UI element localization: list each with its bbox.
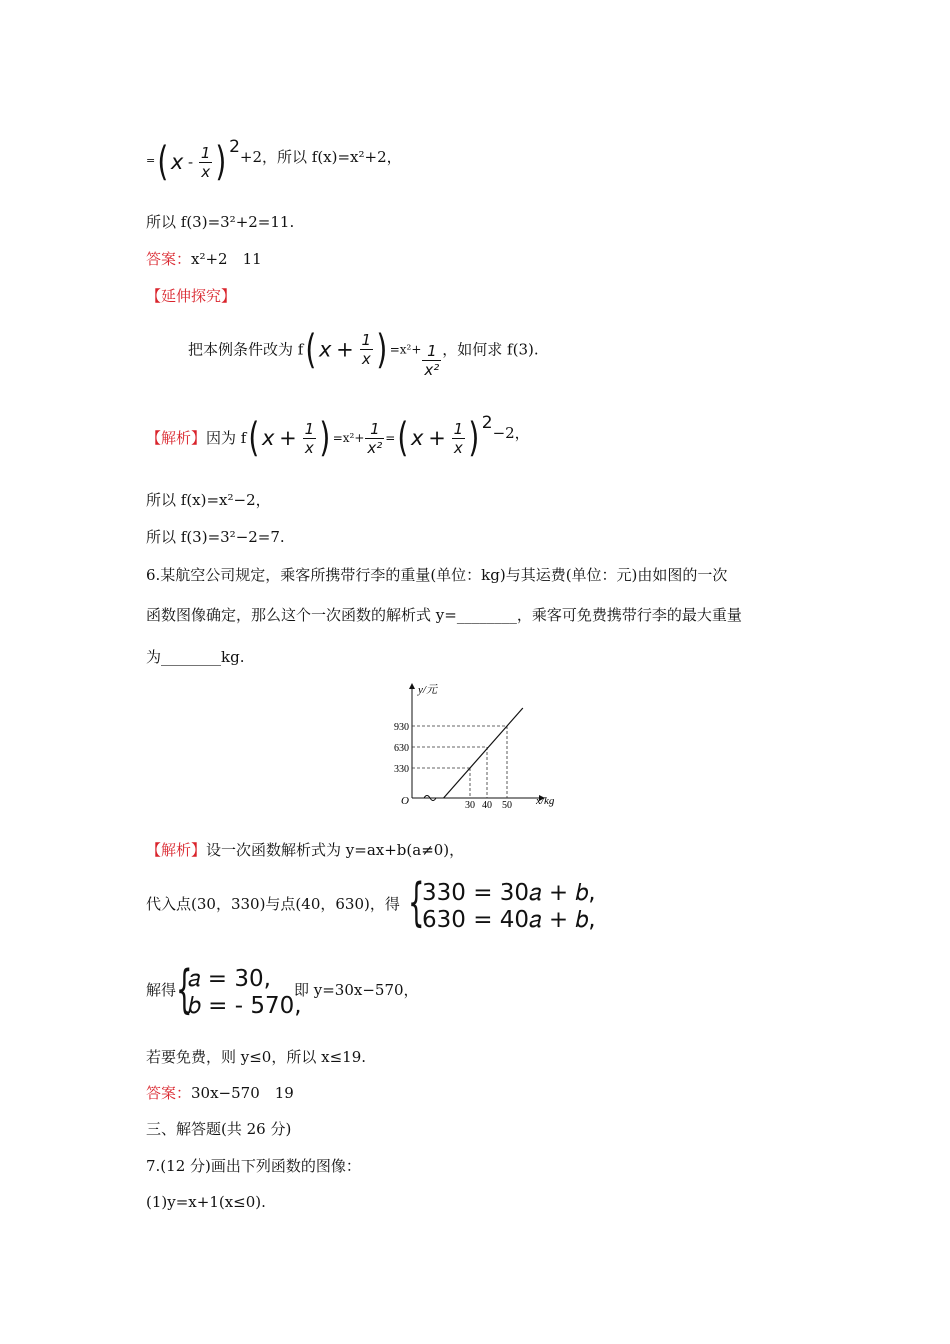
system-2 — [188, 966, 302, 1020]
x-tick-label-0: 30 — [465, 800, 475, 811]
answer-line — [146, 249, 262, 269]
right-paren: ) — [376, 326, 388, 373]
sys1-eq-b: 630 = 40𝑎 + 𝑏, — [422, 907, 596, 933]
f3-line: 所以 f(3)=3²−2=7. — [146, 528, 285, 546]
fraction — [360, 331, 374, 368]
section-heading: 三、解答题(共 26 分) — [146, 1120, 292, 1138]
frac-den: x — [201, 162, 211, 181]
analysis2-text: 设一次函数解析式为 y=ax+b(a≠0)， — [206, 841, 465, 859]
frac-num: 1 — [361, 331, 372, 349]
answer2-line — [146, 1083, 294, 1103]
analysis-line — [146, 412, 530, 463]
sys2-eq-a: 𝑎 = 30, — [188, 966, 271, 992]
minus-sign: - — [188, 153, 194, 171]
q-tail: ，如何求 f(3). — [442, 340, 539, 359]
frac-den: x — [304, 438, 314, 457]
system-1 — [422, 880, 596, 934]
fx-line: 所以 f(x)=x²−2， — [146, 491, 271, 509]
q7-part1: (1)y=x+1(x≤0). — [146, 1193, 266, 1211]
q6-line-1: 6.某航空公司规定，乘客所携带行李的重量(单位：kg)与其运费(单位：元)由如图的一次 — [146, 566, 728, 584]
analysis2-line-2: 代入点(30，330)与点(40，630)，得 — [146, 895, 400, 913]
frac3-den: x — [453, 438, 463, 457]
q-mid: =x²+ — [389, 342, 422, 357]
var-x: x — [261, 426, 275, 450]
left-paren: ( — [248, 415, 260, 461]
q7-line: 7.(12 分)画出下列函数的图像： — [146, 1157, 361, 1175]
x-tick-label-1: 40 — [482, 800, 492, 811]
result-line: 所以 f(3)=3²+2=11. — [146, 213, 295, 231]
right-paren: ) — [215, 139, 227, 185]
left-brace-icon-2: { — [176, 960, 193, 1020]
eq-sign: = — [385, 431, 396, 445]
frac-num: 1 — [304, 419, 315, 438]
solve-prefix: 解得 — [146, 981, 177, 999]
left-paren: ( — [305, 326, 317, 373]
plus-sign: + — [336, 337, 354, 362]
fraction-2 — [365, 420, 384, 457]
frac2-den: x² — [424, 361, 440, 379]
fraction — [199, 144, 213, 181]
eq-tail: +2，所以 f(x)=x²+2， — [239, 148, 402, 166]
tail-text: −2， — [492, 424, 530, 442]
series-line — [444, 708, 523, 798]
plus-sign: + — [279, 426, 297, 450]
right-paren-2: ) — [468, 415, 480, 461]
y-tick-label-0: 930 — [394, 722, 409, 733]
var-x: x — [318, 337, 332, 362]
frac3-num: 1 — [453, 419, 464, 438]
analysis2-line-1 — [146, 840, 464, 860]
analysis-text: 因为 f — [206, 429, 247, 447]
plus-sign-2: + — [428, 426, 446, 450]
fraction-3 — [452, 420, 466, 457]
left-paren: ( — [157, 139, 169, 185]
var-x-2: x — [410, 426, 424, 450]
x-tick-label-2: 50 — [502, 800, 512, 811]
right-paren: ) — [319, 415, 331, 461]
eq-prefix: = — [146, 154, 156, 167]
answer-value: x²+2 11 — [191, 250, 262, 268]
q-prefix: 把本例条件改为 f — [188, 340, 304, 359]
origin-label: O — [401, 795, 409, 807]
exponent: 2 — [229, 137, 240, 157]
left-brace-icon: { — [408, 873, 425, 933]
fraction — [303, 420, 317, 457]
frac2-den: x² — [367, 438, 383, 457]
frac-num: 1 — [200, 143, 211, 162]
mid-text: =x²+ — [332, 431, 365, 445]
x-axis-label: x/kg — [536, 795, 555, 807]
q6-line-3: 为________kg. — [146, 648, 245, 666]
q6-line-2: 函数图像确定，那么这个一次函数的解析式 y=________，乘客可免费携带行李的最大重量 — [146, 606, 742, 624]
y-tick-label-1: 630 — [394, 743, 409, 754]
exponent: 2 — [481, 413, 493, 433]
fee-chart — [380, 676, 580, 811]
sys1-eq-a: 330 = 30𝑎 + 𝑏, — [422, 880, 596, 906]
analysis-label: 【解析】 — [146, 429, 207, 447]
frac-den: x — [361, 350, 371, 368]
fraction-2 — [422, 342, 441, 379]
solve-tail: 即 y=30x−570， — [294, 981, 419, 999]
sys2-eq-b: 𝑏 = - 570, — [188, 993, 302, 1019]
frac2-num: 1 — [422, 342, 441, 361]
var-x: x — [170, 150, 184, 174]
analysis2-label: 【解析】 — [146, 841, 207, 859]
answer-label: 答案： — [146, 250, 192, 268]
equation-line — [146, 136, 402, 187]
analysis2-line-4: 若要免费，则 y≤0，所以 x≤19. — [146, 1048, 367, 1066]
answer2-label: 答案： — [146, 1084, 192, 1102]
y-tick-label-2: 330 — [394, 764, 409, 775]
y-axis-label: y/元 — [418, 684, 437, 696]
frac2-num: 1 — [365, 420, 384, 439]
extension-question — [188, 320, 539, 379]
answer2-value: 30x−570 19 — [191, 1084, 294, 1102]
left-paren-2: ( — [397, 415, 409, 461]
extension-heading: 【延伸探究】 — [146, 287, 237, 305]
